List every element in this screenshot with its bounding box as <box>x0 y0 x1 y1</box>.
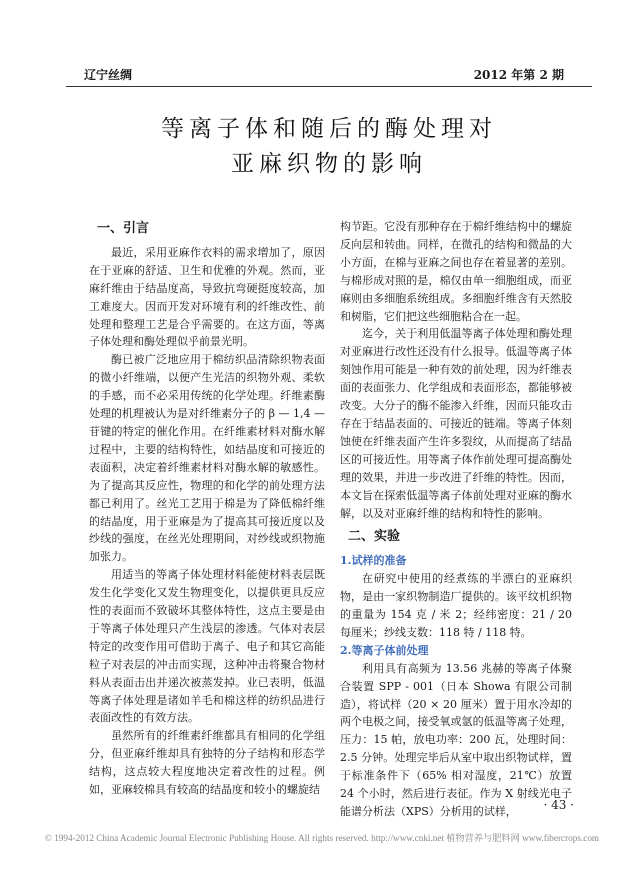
paragraph: 在研究中使用的经煮练的半漂白的亚麻织物，是由一家织物制造厂提供的。该平纹机织物的重量为 154 克 / 米 2；经纬密度：21 / 20 每厘米；纱线支数：118 特 / 118 特。 <box>340 572 572 639</box>
paragraph: 利用具有高频为 13.56 兆赫的等离子体聚合装置 SPP - 001（日本 Showa 有限公司制造），将试样（20 × 20 厘米）置于用水冷却的两个电极之间，接受氧或氩的低温等离子处理，压力：15 帕，放电功率：200 瓦，处理时间：2.5 分钟。处理完毕后从室中取出织物试样，置于标准条件下（65% 相对湿度，21℃）放置 24 个小时，然后进行表征。作为 X 射线光电子能谱分析法（XPS）分析用的试样， <box>340 661 572 818</box>
paragraph: 虽然所有的纤维素纤维都具有相同的化学组分，但亚麻纤维却具有独特的分子结构和形态学结构，这点较大程度地决定着改性的过程。例如，亚麻较棉具有较高的结晶度和较小的螺旋结 <box>89 729 325 797</box>
article-title-line2: 亚麻织物的影响 <box>231 151 427 177</box>
issue-label: 2012 年第 2 期 <box>473 68 564 82</box>
journal-name: 辽宁丝绸 <box>84 68 133 82</box>
subsection-heading-sample-prep: 1.试样的准备 <box>340 554 407 568</box>
left-column <box>89 218 325 799</box>
section-heading-introduction: 一、引言 <box>97 221 150 236</box>
paragraph: 酶已被广泛地应用于棉纺织品清除织物表面的微小纤维端，以便产生光洁的织物外观、柔软的手感，而不必采用传统的化学处理。纤维素酶处理的机理被认为是对纤维素分子的 β — 1,4 — 苷键的特定的催化作用。在纤维素材料对酶水解过程中，主要的结构特性，如结晶度和可接近的表面积，决定着纤维素材料对酶水解的敏感性。为了提高其反应性，物理的和化学的前处理方法都已利用了。丝光工艺用于棉是为了降低棉纤维的结晶度，用于亚麻是为了提高其可接近度以及纱线的强度，在丝光处理期间，对纱线或织物施加张力。 <box>89 353 325 564</box>
copyright-footer: © 1994-2012 China Academic Journal Electronic Publishing House. All rights reserved. http://www.cnki.net 植物营养与肥料网 www.fibercrops.com <box>44 833 600 843</box>
paragraph: 用适当的等离子体处理材料能使材料表层既发生化学变化又发生物理变化，以提供更具反应性的表面而不致破坏其整体特性，这点主要是由于等离子体处理只产生浅层的渗透。气体对表层特定的改变作用可借助于离子、电子和其它高能粒子对表层的冲击而实现，这种冲击将聚合物材料从表面击出并递次被蒸发掉。业已表明，低温等离子体处理是诸如羊毛和棉这样的纺织品进行表面改性的有效方法。 <box>89 568 325 725</box>
header-rule <box>66 86 592 87</box>
paragraph: 最近，采用亚麻作衣料的需求增加了，原因在于亚麻的舒适、卫生和优雅的外观。然而，亚麻纤维由于结晶度高，导致抗弯硬挺度较高，加工难度大。因而开发对环境有利的纤维改性、前处理和整理工艺是合乎需要的。在这方面，等离子体处理和酶处理似乎前景光明。 <box>89 245 325 349</box>
right-column <box>340 218 572 821</box>
section-heading-experiment: 二、实验 <box>348 529 401 545</box>
article-title-line1: 等离子体和随后的酶处理对 <box>161 116 497 142</box>
page-number: · 43 · <box>543 798 574 812</box>
subsection-heading-plasma-pretreatment: 2.等离子体前处理 <box>340 643 429 657</box>
paragraph: 迄今，关于利用低温等离子体处理和酶处理对亚麻进行改性还没有什么报导。低温等离子体刻蚀作用可能是一种有效的前处理，因为纤维表面的表面张力、化学组成和表面形态，都能够被改变。大分子的酶不能渗入纤维，因而只能攻击存在于结晶表面的、可接近的链端。等离子体刻蚀使在纤维表面产生许多裂纹，从而提高了结晶区的可接近性。用等离子体作前处理可提高酶处理的效果，并进一步改进了纤维的特性。因而，本文旨在探索低温等离子体前处理对亚麻的酶水解，以及对亚麻纤维的结构和特性的影响。 <box>340 327 572 520</box>
paragraph-continued: 构节距。它没有那种存在于棉纤维结构中的螺旋反向层和转曲。同样，在微孔的结构和微晶的大小方面，在棉与亚麻之间也存在着显著的差别。与棉形成对照的是，棉仅由单一细胞组成，而亚麻则由多细胞系统组成。多细胞纤维含有天然胶和树脂，它们把这些细胞粘合在一起。 <box>340 220 572 323</box>
